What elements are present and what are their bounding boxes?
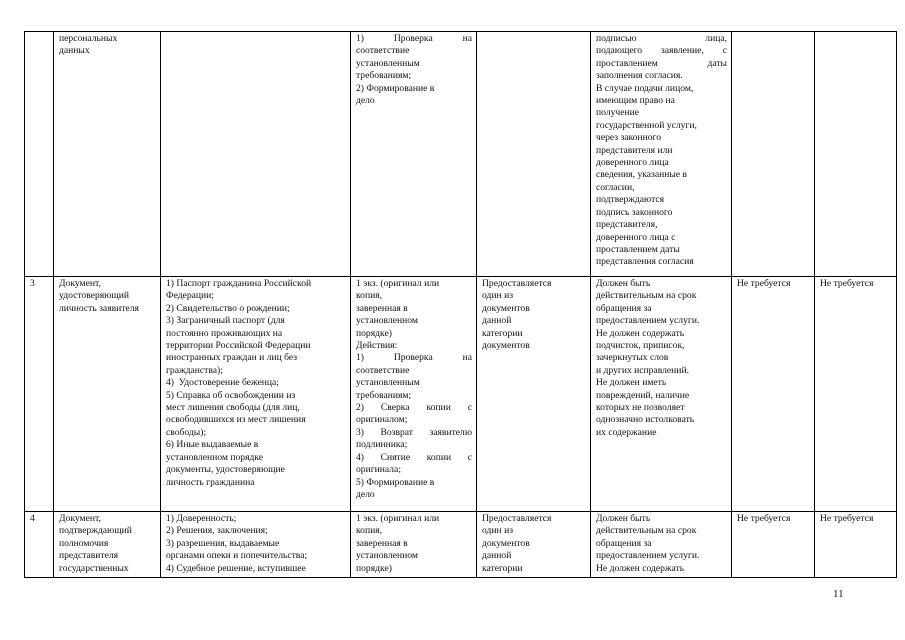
text-line: 5) Формирование в [356,476,435,488]
text-line: 6) Иные выдаваемые в [166,439,259,451]
cell-copies-and-actions [351,512,477,578]
text-line: мест лишения свободы (для лиц, [166,402,300,414]
text-line: Должен быть [596,513,651,524]
cell-copies-and-actions [351,32,477,277]
text-line: которых не позволяет [596,402,685,414]
word: копии [426,402,451,414]
cell-number [25,277,54,512]
text-line: Должен быть [596,278,651,289]
text-line: действительным на срок [596,290,697,302]
text-line: 3) Заграничный паспорт (для [166,315,285,327]
justified-line [356,452,472,464]
text-line: 3) разрешения, выдаваемые [166,537,280,549]
text-line: Предоставляется [482,278,552,289]
text-line: государственной услуги, [596,119,697,131]
text-line: удостоверяющий [59,290,129,302]
text-line: подпись законного [596,206,673,218]
text-line: свободы); [166,426,207,438]
cell-text: 3 [30,278,35,289]
word: с [467,451,472,463]
text-line: персональных [59,33,118,44]
justified-line [596,58,727,70]
text-line: представления согласия [596,256,694,268]
text-line: порядке) [356,327,392,339]
text-line: установленным [356,377,420,389]
cell-form-sample [815,277,897,512]
text-line: территории Российской Федерации [166,340,311,352]
text-line: иностранных граждан и лиц без [166,352,298,364]
word: подающего [596,45,643,57]
text-line: 1 экз. (оригинал или [356,513,440,524]
word: 1) [356,352,364,364]
text-line: категории [482,562,523,574]
cell-submission-condition [477,32,591,277]
text-line: доверенного лица с [596,231,676,243]
text-line: 4) Удостоверение беженца; [166,377,279,389]
text-line: дело [356,95,375,107]
page-number: 11 [833,588,844,600]
text-line: Документ, [59,278,101,289]
text-line: представителя или [596,144,673,156]
text-line: один из [482,290,513,302]
text-line: проставлением даты [596,243,680,255]
word: Снятие [380,451,411,463]
cell-number [25,512,54,578]
text-line: 1) Доверенность; [166,513,237,524]
justified-line [596,33,727,45]
text-line: установленном порядке [166,451,264,463]
text-line: документов [482,340,530,352]
cell-copies-and-actions [351,277,477,512]
text-line: установленном [356,315,418,327]
word: на [462,352,472,364]
cell-document-types [161,512,351,578]
cell-form-template [732,512,815,578]
text-line: данных [59,45,90,57]
text-line: документов [482,302,530,314]
cell-document-name [54,32,161,277]
cell-form-template [732,277,815,512]
justified-line [356,352,472,364]
text-line: доверенного лица [596,157,669,169]
text-line: согласии, [596,181,635,193]
text-line: повреждений, наличие [596,389,690,401]
text-line: постоянно проживающих на [166,327,283,339]
text-line: однозначно истолковать [596,414,695,426]
text-line: заполнения согласия. [596,70,683,82]
cell-submission-condition [477,277,591,512]
justified-line [356,33,472,45]
text-line: личность заявителя [59,302,139,314]
text-line: копия, [356,290,383,302]
word: Проверка [393,352,433,364]
text-line: подлинника; [356,439,408,451]
text-line: через законного [596,132,662,144]
text-line: подтверждающий [59,525,132,537]
word: лица, [705,33,727,44]
text-line: Не должен иметь [596,377,667,389]
text-line: 1) Паспорт гражданина Российской [166,278,312,289]
word: 4) [356,451,364,463]
cell-document-name [54,512,161,578]
documents-table [24,31,897,578]
word: с [467,402,472,414]
cell-text: Не требуется [737,513,791,524]
cell-requirements [591,32,732,277]
text-line: Не должен содержать [596,327,685,339]
text-line: документов [482,537,530,549]
text-line: требованиям; [356,389,412,401]
table-body [25,32,897,578]
text-line: имеющим право на [596,95,675,107]
text-line: подчисток, приписок, [596,340,685,352]
text-line: органами опеки и попечительства; [166,550,308,562]
cell-document-types [161,32,351,277]
text-line: Федерации; [166,290,214,302]
word: 2) [356,402,364,414]
text-line: гражданства); [166,364,223,376]
text-line: представителя [59,550,119,562]
text-line: порядке) [356,562,392,574]
text-line: личность гражданина [166,476,255,488]
text-line: представителя, [596,219,658,231]
text-line: сведения, указанные в [596,169,687,181]
justified-line [356,427,472,439]
text-line: Предоставляется [482,513,552,524]
text-line: оригинала; [356,464,401,476]
text-line: требованиям; [356,70,412,82]
text-line: и других исправлений. [596,364,689,376]
word: копии [426,451,452,463]
cell-form-template [732,32,815,277]
text-line: 5) Справка об освобождении из [166,389,296,401]
text-line: документы, удостоверяющие [166,464,285,476]
table-row [25,277,897,512]
word: на [462,33,472,44]
text-line: подтверждаются [596,194,665,206]
cell-text: Не требуется [820,278,874,289]
text-line: обращения за [596,302,652,314]
text-line: зачеркнутых слов [596,352,669,364]
text-line: 2) Решения, заключения; [166,525,268,537]
text-line: государственных [59,562,129,574]
text-line: В случае подачи лицом, [596,82,694,94]
text-line: категории [482,327,523,339]
text-line: 4) Судебное решение, вступившее [166,562,306,574]
text-line: действительным на срок [596,525,697,537]
text-line: копия, [356,525,383,537]
text-line: обращения за [596,537,652,549]
cell-form-sample [815,512,897,578]
text-line: установленным [356,57,420,69]
text-line: данной [482,550,512,562]
text-line: 2) Свидетельство о рождении; [166,302,290,314]
justified-line [596,45,727,57]
table-row [25,512,897,578]
text-line: соответствие [356,364,410,376]
text-line: данной [482,315,512,327]
text-line: соответствие [356,45,410,57]
word: Возврат [380,426,413,438]
word: Проверка [393,33,433,44]
text-line: Документ, [59,513,101,524]
text-line: предоставлением услуги. [596,550,700,562]
table-row [25,32,897,277]
word: заявителю [429,426,472,438]
cell-requirements [591,512,732,578]
cell-text: Не требуется [820,513,874,524]
word: Сверка [380,402,410,414]
text-line: полномочия [59,537,109,549]
cell-form-sample [815,32,897,277]
word: подписью [596,33,637,44]
cell-document-name [54,277,161,512]
cell-requirements [591,277,732,512]
cell-text: 4 [30,513,35,524]
word: 3) [356,426,364,438]
text-line: оригиналом; [356,414,408,426]
text-line: получение [596,107,639,119]
text-line: один из [482,525,513,537]
text-line: их содержание [596,426,657,438]
text-line: установленном [356,550,418,562]
word: с [722,45,727,57]
text-line: освободившихся из мест лишения [166,414,306,426]
cell-text: Не требуется [737,278,791,289]
word: 1) [356,33,364,44]
cell-document-types [161,277,351,512]
text-line: Действия: [356,340,398,352]
text-line: заверенная в [356,302,408,314]
text-line: дело [356,488,375,500]
word: даты [707,57,727,69]
text-line: Не должен содержать [596,562,685,574]
word: заявление, [661,45,704,57]
cell-submission-condition [477,512,591,578]
text-line: 1 экз. (оригинал или [356,278,440,289]
justified-line [356,402,472,414]
text-line: предоставлением услуги. [596,315,700,327]
text-line: 2) Формирование в [356,82,435,94]
text-line: заверенная в [356,537,408,549]
word: проставлением [596,57,658,69]
cell-number [25,32,54,277]
